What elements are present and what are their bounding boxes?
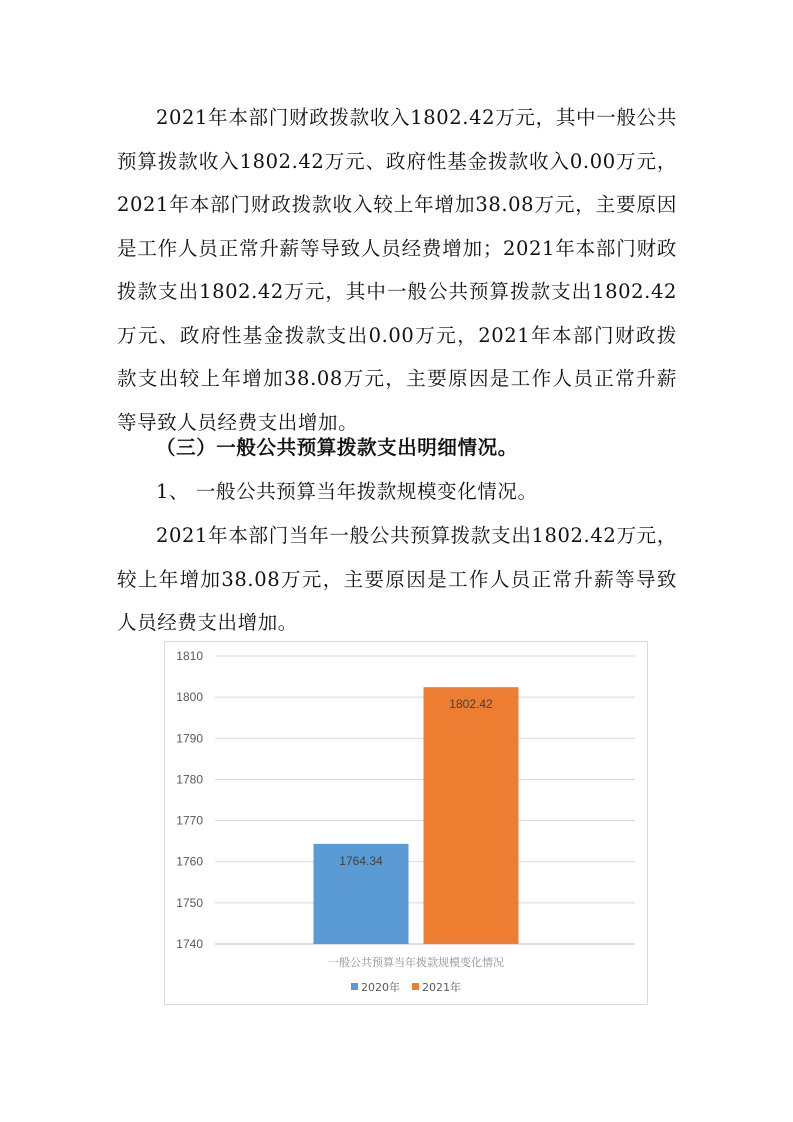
- y-tick-label: 1800: [176, 690, 203, 705]
- y-tick-label: 1770: [176, 813, 203, 828]
- legend-swatch: [412, 983, 419, 990]
- expenditure-paragraph: 2021年本部门当年一般公共预算拨款支出1802.42万元，较上年增加38.08万元，主要原因是工作人员正常升薪等导致人员经费支出增加。: [117, 524, 677, 634]
- legend-label: 2020年: [361, 981, 400, 994]
- x-category-label: 一般公共预算当年拨款规模变化情况: [328, 956, 504, 969]
- budget-summary-paragraph: 2021年本部门财政拨款收入1802.42万元，其中一般公共预算拨款收入1802.42万元、政府性基金拨款收入0.00万元，2021年本部门财政拨款收入较上年增加38.08万元，主要原因是工作人员正常升薪等导致人员经费增加；2021年本部门财政拨款支出1802.42万元，其中一般公共预算拨款支出1802.42万元、政府性基金拨款支出0.00万元，2021年本部门财政拨款支出较上年增加38.08万元，主要原因是工作人员正常升薪等导致人员经费支出增加。: [117, 106, 677, 434]
- data-label: 1764.34: [339, 853, 383, 868]
- section-heading: （三）一般公共预算拨款支出明细情况。: [156, 436, 518, 459]
- y-tick-label: 1810: [176, 649, 203, 663]
- bar-chart-svg: [165, 642, 647, 1004]
- y-tick-label: 1790: [176, 731, 203, 746]
- bar-2021年: [424, 687, 519, 944]
- y-tick-label: 1780: [176, 772, 203, 787]
- data-label: 1802.42: [449, 697, 493, 712]
- list-item-1: 1、 一般公共预算当年拨款规模变化情况。: [156, 480, 538, 503]
- legend-swatch: [351, 983, 358, 990]
- bar-chart: [164, 641, 648, 1005]
- y-tick-label: 1760: [176, 854, 203, 869]
- y-tick-label: 1740: [176, 937, 203, 951]
- y-tick-label: 1750: [176, 895, 203, 910]
- legend-label: 2021年: [422, 981, 461, 994]
